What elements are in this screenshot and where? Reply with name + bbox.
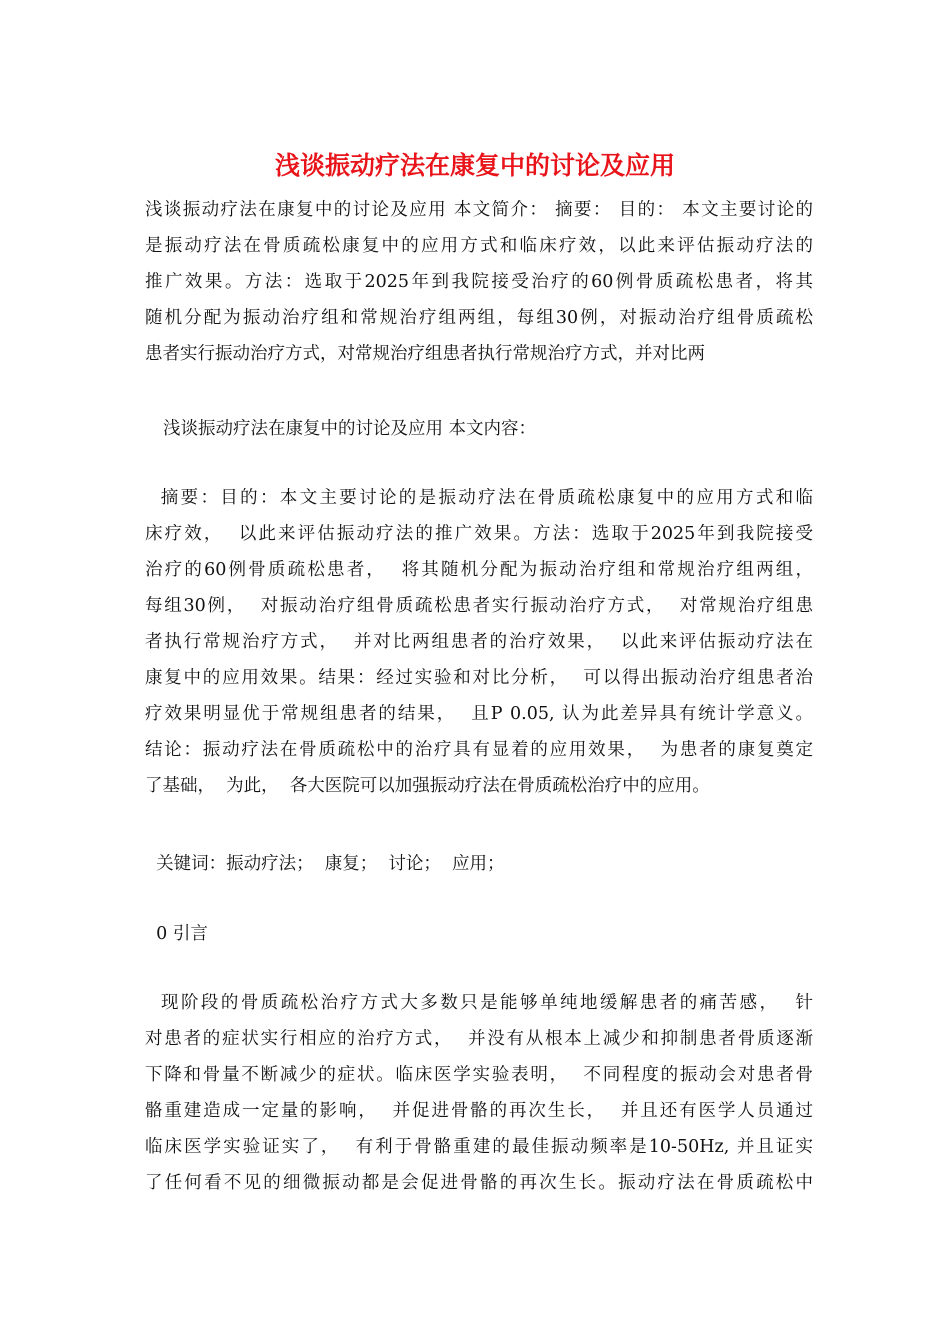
abstract-line: 摘要：目的：本文主要讨论的是振动疗法在骨质疏松康复中的应用方式和临 <box>145 488 813 508</box>
abstract-line: 康复中的应用效果。结果：经过实验和对比分析， 可以得出振动治疗组患者治 <box>145 668 813 688</box>
abstract-line: 每组30例， 对振动治疗组骨质疏松患者实行振动治疗方式， 对常规治疗组患 <box>145 596 813 616</box>
abstract-line: 治疗的60例骨质疏松患者， 将其随机分配为振动治疗组和常规治疗组两组， <box>145 560 813 580</box>
abstract-line: 床疗效， 以此来评估振动疗法的推广效果。方法：选取于2025年到我院接受 <box>145 524 813 544</box>
body-line: 对患者的症状实行相应的治疗方式， 并没有从根本上减少和抑制患者骨质逐渐 <box>145 1029 813 1049</box>
abstract-paragraph <box>145 480 813 804</box>
keywords <box>145 846 813 882</box>
intro-line: 推广效果。方法：选取于2025年到我院接受治疗的60例骨质疏松患者，将其 <box>145 272 813 292</box>
body-paragraph <box>145 985 813 1201</box>
abstract-line: 疗效果明显优于常规组患者的结果， 且P 0.05, 认为此差异具有统计学意义。 <box>145 704 813 724</box>
abstract-line: 者执行常规治疗方式， 并对比两组患者的治疗效果， 以此来评估振动疗法在 <box>145 632 813 652</box>
abstract-line: 了基础， 为此， 各大医院可以加强振动疗法在骨质疏松治疗中的应用。 <box>145 776 710 796</box>
section-heading <box>145 916 813 952</box>
intro-line: 是振动疗法在骨质疏松康复中的应用方式和临床疗效，以此来评估振动疗法的 <box>145 236 813 256</box>
body-line: 现阶段的骨质疏松治疗方式大多数只是能够单纯地缓解患者的痛苦感， 针 <box>145 993 813 1013</box>
intro-paragraph <box>145 192 813 372</box>
content-heading-text: 浅谈振动疗法在康复中的讨论及应用 本文内容： <box>163 419 537 439</box>
abstract-line: 结论：振动疗法在骨质疏松中的治疗具有显着的应用效果， 为患者的康复奠定 <box>145 740 813 760</box>
body-line: 临床医学实验证实了， 有利于骨骼重建的最佳振动频率是10-50Hz, 并且证实 <box>145 1137 813 1157</box>
document-title: 浅谈振动疗法在康复中的讨论及应用 <box>274 151 675 180</box>
section-heading-text: 0 引言 <box>145 924 208 944</box>
keywords-text: 关键词：振动疗法； 康复； 讨论； 应用； <box>145 854 505 874</box>
intro-line: 随机分配为振动治疗组和常规治疗组两组，每组30例，对振动治疗组骨质疏松 <box>145 308 813 328</box>
content-heading <box>163 411 831 447</box>
body-line: 骼重建造成一定量的影响， 并促进骨骼的再次生长， 并且还有医学人员通过 <box>145 1101 813 1121</box>
body-line: 下降和骨量不断减少的症状。临床医学实验表明， 不同程度的振动会对患者骨 <box>145 1065 813 1085</box>
intro-line: 浅谈振动疗法在康复中的讨论及应用 本文简介： 摘要： 目的： 本文主要讨论的 <box>145 200 813 220</box>
body-line: 了任何看不见的细微振动都是会促进骨骼的再次生长。振动疗法在骨质疏松中 <box>145 1173 813 1193</box>
intro-line: 患者实行振动治疗方式，对常规治疗组患者执行常规治疗方式，并对比两 <box>145 344 705 364</box>
